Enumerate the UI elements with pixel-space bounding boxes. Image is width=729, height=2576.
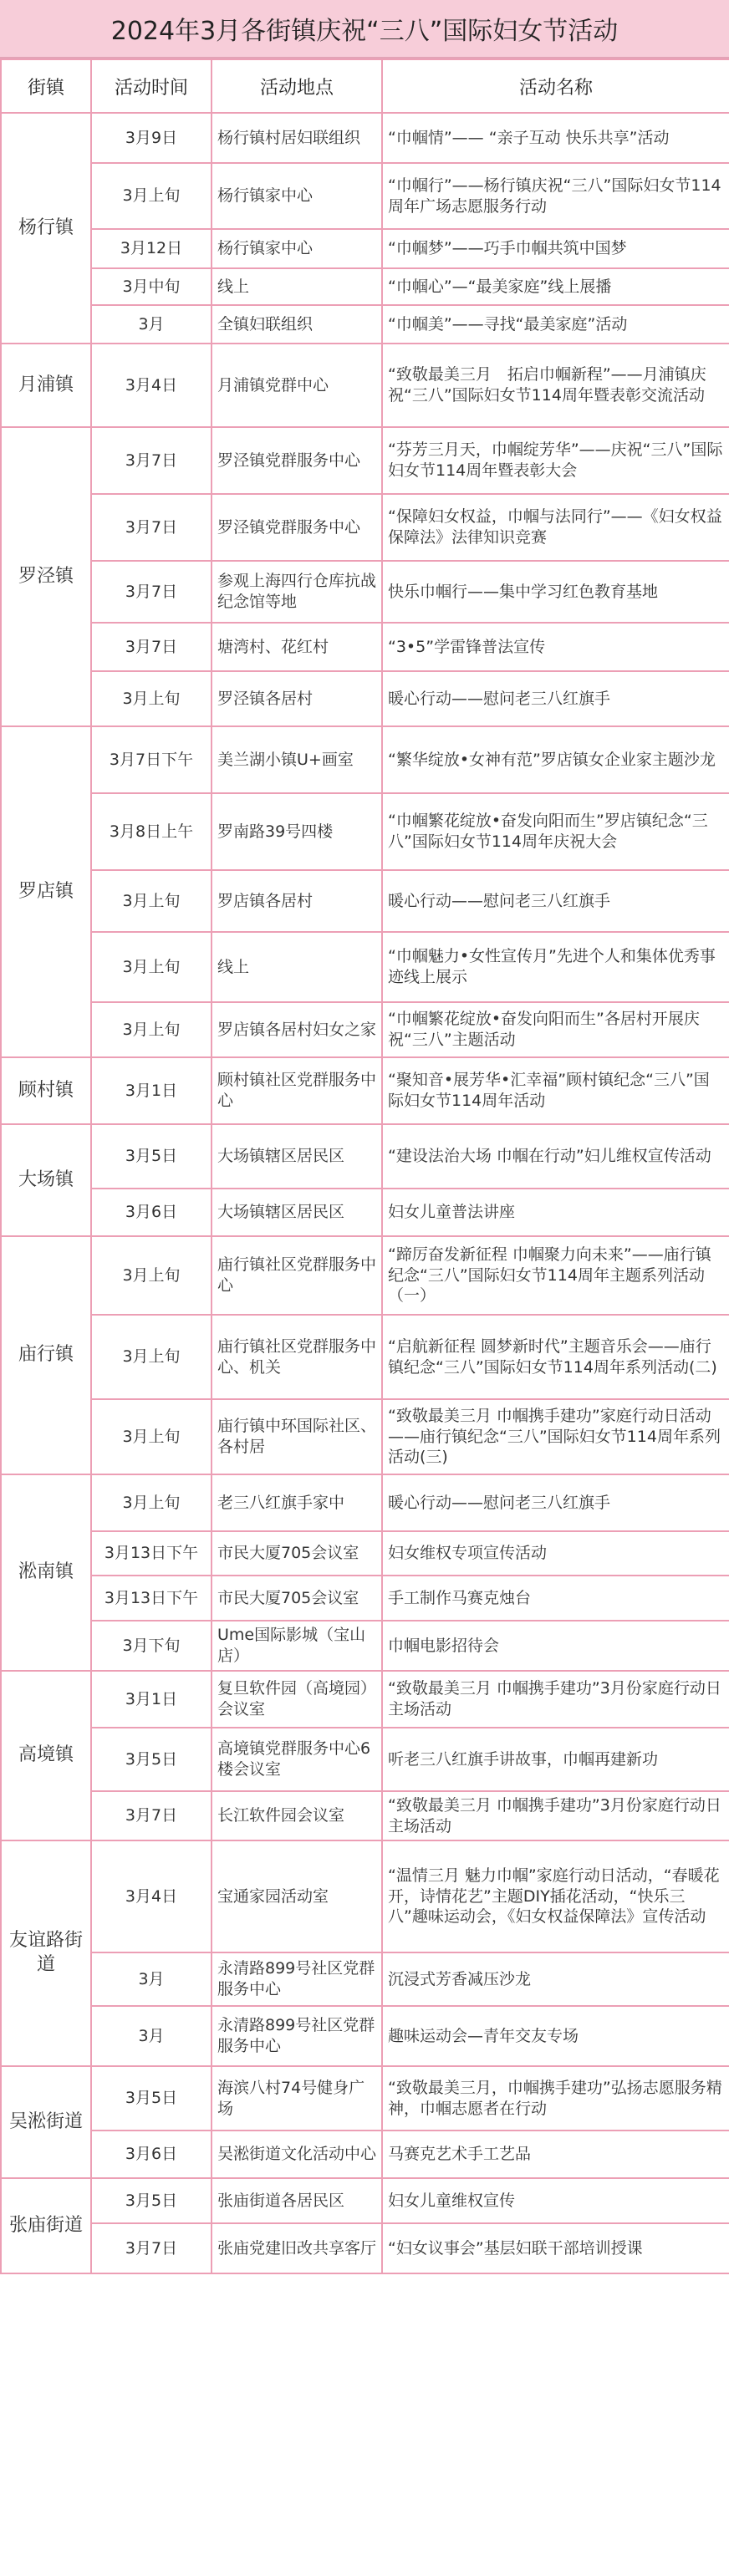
activity-cell: “巾帼魅力•女性宣传月”先进个人和集体优秀事迹线上展示 bbox=[382, 932, 729, 1002]
activity-cell: 趣味运动会—青年交友专场 bbox=[382, 2006, 729, 2066]
table-row bbox=[1, 1002, 729, 1057]
time-cell: 3月中旬 bbox=[91, 268, 212, 305]
table-row bbox=[1, 2223, 729, 2273]
time-cell: 3月7日 bbox=[91, 427, 212, 494]
activity-cell: “妇女议事会”基层妇联干部培训授课 bbox=[382, 2223, 729, 2273]
activity-cell: “蹄厉奋发新征程 巾帼聚力向未来”——庙行镇纪念“三八”国际妇女节114周年主题系列活动（一） bbox=[382, 1236, 729, 1315]
place-cell: 宝通家园活动室 bbox=[212, 1840, 382, 1952]
town-cell: 张庙街道 bbox=[1, 2178, 91, 2273]
time-cell: 3月8日上午 bbox=[91, 793, 212, 870]
time-cell: 3月7日 bbox=[91, 623, 212, 671]
table-row bbox=[1, 1576, 729, 1621]
time-cell: 3月上旬 bbox=[91, 932, 212, 1002]
time-cell: 3月7日 bbox=[91, 561, 212, 623]
time-cell: 3月5日 bbox=[91, 2066, 212, 2131]
town-cell: 大场镇 bbox=[1, 1124, 91, 1236]
table-row bbox=[1, 427, 729, 494]
place-cell: 罗泾镇党群服务中心 bbox=[212, 427, 382, 494]
table-row bbox=[1, 2066, 729, 2131]
town-cell: 吴淞街道 bbox=[1, 2066, 91, 2178]
activity-cell: 手工制作马赛克烛台 bbox=[382, 1576, 729, 1621]
activity-cell: “3•5”学雷锋普法宣传 bbox=[382, 623, 729, 671]
place-cell: 张庙党建旧改共享客厅 bbox=[212, 2223, 382, 2273]
place-cell: 线上 bbox=[212, 932, 382, 1002]
place-cell: 塘湾村、花红村 bbox=[212, 623, 382, 671]
time-cell: 3月7日 bbox=[91, 1791, 212, 1840]
table-row bbox=[1, 561, 729, 623]
table-row bbox=[1, 1621, 729, 1671]
town-cell: 友谊路街道 bbox=[1, 1840, 91, 2066]
table-row bbox=[1, 932, 729, 1002]
activity-cell: “巾帼心”—“最美家庭”线上展播 bbox=[382, 268, 729, 305]
table-row bbox=[1, 344, 729, 427]
table-body bbox=[1, 113, 729, 2273]
activity-cell: 暖心行动——慰问老三八红旗手 bbox=[382, 1474, 729, 1531]
header-town: 街镇 bbox=[1, 59, 91, 113]
time-cell: 3月1日 bbox=[91, 1057, 212, 1124]
activity-cell: “巾帼梦”——巧手巾帼共筑中国梦 bbox=[382, 229, 729, 268]
time-cell: 3月上旬 bbox=[91, 1002, 212, 1057]
place-cell: 市民大厦705会议室 bbox=[212, 1531, 382, 1576]
town-cell: 庙行镇 bbox=[1, 1236, 91, 1474]
place-cell: 永清路899号社区党群服务中心 bbox=[212, 2006, 382, 2066]
activity-cell: “建设法治大场 巾帼在行动”妇儿维权宣传活动 bbox=[382, 1124, 729, 1189]
activity-cell: “巾帼繁花绽放•奋发向阳而生”各居村开展庆祝“三八”主题活动 bbox=[382, 1002, 729, 1057]
table-row bbox=[1, 1399, 729, 1474]
table-row bbox=[1, 1671, 729, 1728]
table-row bbox=[1, 305, 729, 344]
table-row bbox=[1, 1189, 729, 1236]
time-cell: 3月5日 bbox=[91, 1124, 212, 1189]
time-cell: 3月5日 bbox=[91, 1728, 212, 1791]
header-time: 活动时间 bbox=[91, 59, 212, 113]
time-cell: 3月6日 bbox=[91, 1189, 212, 1236]
header-place: 活动地点 bbox=[212, 59, 382, 113]
table-row bbox=[1, 726, 729, 793]
time-cell: 3月5日 bbox=[91, 2178, 212, 2223]
town-cell: 罗店镇 bbox=[1, 726, 91, 1057]
activity-cell: 暖心行动——慰问老三八红旗手 bbox=[382, 671, 729, 726]
time-cell: 3月13日下午 bbox=[91, 1531, 212, 1576]
table-row bbox=[1, 1474, 729, 1531]
place-cell: 长江软件园会议室 bbox=[212, 1791, 382, 1840]
time-cell: 3月上旬 bbox=[91, 1236, 212, 1315]
place-cell: 永清路899号社区党群服务中心 bbox=[212, 1952, 382, 2006]
time-cell: 3月9日 bbox=[91, 113, 212, 163]
table-row bbox=[1, 671, 729, 726]
table-row bbox=[1, 870, 729, 932]
place-cell: 月浦镇党群中心 bbox=[212, 344, 382, 427]
town-cell: 顾村镇 bbox=[1, 1057, 91, 1124]
time-cell: 3月上旬 bbox=[91, 671, 212, 726]
place-cell: 罗泾镇各居村 bbox=[212, 671, 382, 726]
activity-cell: “巾帼情”—— “亲子互动 快乐共享”活动 bbox=[382, 113, 729, 163]
town-cell: 淞南镇 bbox=[1, 1474, 91, 1671]
place-cell: 线上 bbox=[212, 268, 382, 305]
place-cell: 杨行镇家中心 bbox=[212, 229, 382, 268]
place-cell: Ume国际影城（宝山店） bbox=[212, 1621, 382, 1671]
table-row bbox=[1, 1728, 729, 1791]
activity-cell: “繁华绽放•女神有范”罗店镇女企业家主题沙龙 bbox=[382, 726, 729, 793]
place-cell: 张庙街道各居民区 bbox=[212, 2178, 382, 2223]
activity-cell: 妇女儿童普法讲座 bbox=[382, 1189, 729, 1236]
time-cell: 3月7日 bbox=[91, 2223, 212, 2273]
activity-cell: 暖心行动——慰问老三八红旗手 bbox=[382, 870, 729, 932]
time-cell: 3月上旬 bbox=[91, 1474, 212, 1531]
activity-table bbox=[0, 59, 729, 2274]
time-cell: 3月4日 bbox=[91, 344, 212, 427]
table-row bbox=[1, 1791, 729, 1840]
time-cell: 3月上旬 bbox=[91, 1315, 212, 1399]
activity-cell: “启航新征程 圆梦新时代”主题音乐会——庙行镇纪念“三八”国际妇女节114周年系列活动(二) bbox=[382, 1315, 729, 1399]
table-row bbox=[1, 113, 729, 163]
activity-cell: “芬芳三月天，巾帼绽芳华”——庆祝“三八”国际妇女节114周年暨表彰大会 bbox=[382, 427, 729, 494]
town-cell: 高境镇 bbox=[1, 1671, 91, 1840]
place-cell: 杨行镇村居妇联组织 bbox=[212, 113, 382, 163]
activity-cell: 妇女儿童维权宣传 bbox=[382, 2178, 729, 2223]
place-cell: 罗店镇各居村 bbox=[212, 870, 382, 932]
place-cell: 庙行镇社区党群服务中心 bbox=[212, 1236, 382, 1315]
activity-cell: “温情三月 魅力巾帼”家庭行动日活动，“春暖花开，诗情花艺”主题DIY插花活动，“快乐三八”趣味运动会，《妇女权益保障法》宣传活动 bbox=[382, 1840, 729, 1952]
place-cell: 市民大厦705会议室 bbox=[212, 1576, 382, 1621]
place-cell: 罗泾镇党群服务中心 bbox=[212, 494, 382, 561]
activity-cell: “致敬最美三月 巾帼携手建功”3月份家庭行动日主场活动 bbox=[382, 1791, 729, 1840]
table-row bbox=[1, 2006, 729, 2066]
time-cell: 3月7日 bbox=[91, 494, 212, 561]
place-cell: 杨行镇家中心 bbox=[212, 163, 382, 229]
page-title: 2024年3月各街镇庆祝“三八”国际妇女节活动 bbox=[0, 0, 729, 59]
header-row bbox=[1, 59, 729, 113]
table-row bbox=[1, 268, 729, 305]
place-cell: 罗南路39号四楼 bbox=[212, 793, 382, 870]
place-cell: 庙行镇社区党群服务中心、机关 bbox=[212, 1315, 382, 1399]
activity-cell: 沉浸式芳香减压沙龙 bbox=[382, 1952, 729, 2006]
place-cell: 老三八红旗手家中 bbox=[212, 1474, 382, 1531]
table-row bbox=[1, 623, 729, 671]
place-cell: 海滨八村74号健身广场 bbox=[212, 2066, 382, 2131]
time-cell: 3月13日下午 bbox=[91, 1576, 212, 1621]
table-row bbox=[1, 1236, 729, 1315]
activity-cell: “巾帼行”——杨行镇庆祝“三八”国际妇女节114周年广场志愿服务行动 bbox=[382, 163, 729, 229]
table-row bbox=[1, 1057, 729, 1124]
table-row bbox=[1, 494, 729, 561]
activity-cell: “保障妇女权益，巾帼与法同行”——《妇女权益保障法》法律知识竞赛 bbox=[382, 494, 729, 561]
activity-cell: 马赛克艺术手工艺品 bbox=[382, 2131, 729, 2178]
time-cell: 3月4日 bbox=[91, 1840, 212, 1952]
time-cell: 3月上旬 bbox=[91, 1399, 212, 1474]
table-row bbox=[1, 1952, 729, 2006]
town-cell: 杨行镇 bbox=[1, 113, 91, 344]
town-cell: 月浦镇 bbox=[1, 344, 91, 427]
table-row bbox=[1, 2131, 729, 2178]
activity-cell: 快乐巾帼行——集中学习红色教育基地 bbox=[382, 561, 729, 623]
table-row bbox=[1, 1315, 729, 1399]
activity-cell: 巾帼电影招待会 bbox=[382, 1621, 729, 1671]
place-cell: 全镇妇联组织 bbox=[212, 305, 382, 344]
table-row bbox=[1, 1124, 729, 1189]
time-cell: 3月1日 bbox=[91, 1671, 212, 1728]
place-cell: 吴淞街道文化活动中心 bbox=[212, 2131, 382, 2178]
table-row bbox=[1, 163, 729, 229]
time-cell: 3月 bbox=[91, 2006, 212, 2066]
place-cell: 大场镇辖区居民区 bbox=[212, 1124, 382, 1189]
table-row bbox=[1, 2178, 729, 2223]
place-cell: 美兰湖小镇U+画室 bbox=[212, 726, 382, 793]
header-activity: 活动名称 bbox=[382, 59, 729, 113]
table-row bbox=[1, 1531, 729, 1576]
time-cell: 3月 bbox=[91, 305, 212, 344]
activity-cell: “巾帼美”——寻找“最美家庭”活动 bbox=[382, 305, 729, 344]
time-cell: 3月 bbox=[91, 1952, 212, 2006]
activity-cell: 妇女维权专项宣传活动 bbox=[382, 1531, 729, 1576]
time-cell: 3月6日 bbox=[91, 2131, 212, 2178]
time-cell: 3月7日下午 bbox=[91, 726, 212, 793]
activity-cell: 听老三八红旗手讲故事，巾帼再建新功 bbox=[382, 1728, 729, 1791]
activity-cell: “致敬最美三月 拓启巾帼新程”——月浦镇庆祝“三八”国际妇女节114周年暨表彰交流活动 bbox=[382, 344, 729, 427]
town-cell: 罗泾镇 bbox=[1, 427, 91, 726]
activity-cell: “致敬最美三月，巾帼携手建功”弘扬志愿服务精神，巾帼志愿者在行动 bbox=[382, 2066, 729, 2131]
place-cell: 大场镇辖区居民区 bbox=[212, 1189, 382, 1236]
time-cell: 3月上旬 bbox=[91, 163, 212, 229]
table-row bbox=[1, 793, 729, 870]
activity-cell: “致敬最美三月 巾帼携手建功”家庭行动日活动——庙行镇纪念“三八”国际妇女节114周年系列活动(三) bbox=[382, 1399, 729, 1474]
time-cell: 3月上旬 bbox=[91, 870, 212, 932]
activity-cell: “巾帼繁花绽放•奋发向阳而生”罗店镇纪念“三八”国际妇女节114周年庆祝大会 bbox=[382, 793, 729, 870]
time-cell: 3月12日 bbox=[91, 229, 212, 268]
place-cell: 罗店镇各居村妇女之家 bbox=[212, 1002, 382, 1057]
table-row bbox=[1, 1840, 729, 1952]
place-cell: 顾村镇社区党群服务中心 bbox=[212, 1057, 382, 1124]
time-cell: 3月下旬 bbox=[91, 1621, 212, 1671]
activity-cell: “致敬最美三月 巾帼携手建功”3月份家庭行动日主场活动 bbox=[382, 1671, 729, 1728]
place-cell: 复旦软件园（高境园）会议室 bbox=[212, 1671, 382, 1728]
place-cell: 庙行镇中环国际社区、各村居 bbox=[212, 1399, 382, 1474]
activity-cell: “聚知音•展芳华•汇幸福”顾村镇纪念“三八”国际妇女节114周年活动 bbox=[382, 1057, 729, 1124]
place-cell: 高境镇党群服务中心6楼会议室 bbox=[212, 1728, 382, 1791]
place-cell: 参观上海四行仓库抗战纪念馆等地 bbox=[212, 561, 382, 623]
table-row bbox=[1, 229, 729, 268]
